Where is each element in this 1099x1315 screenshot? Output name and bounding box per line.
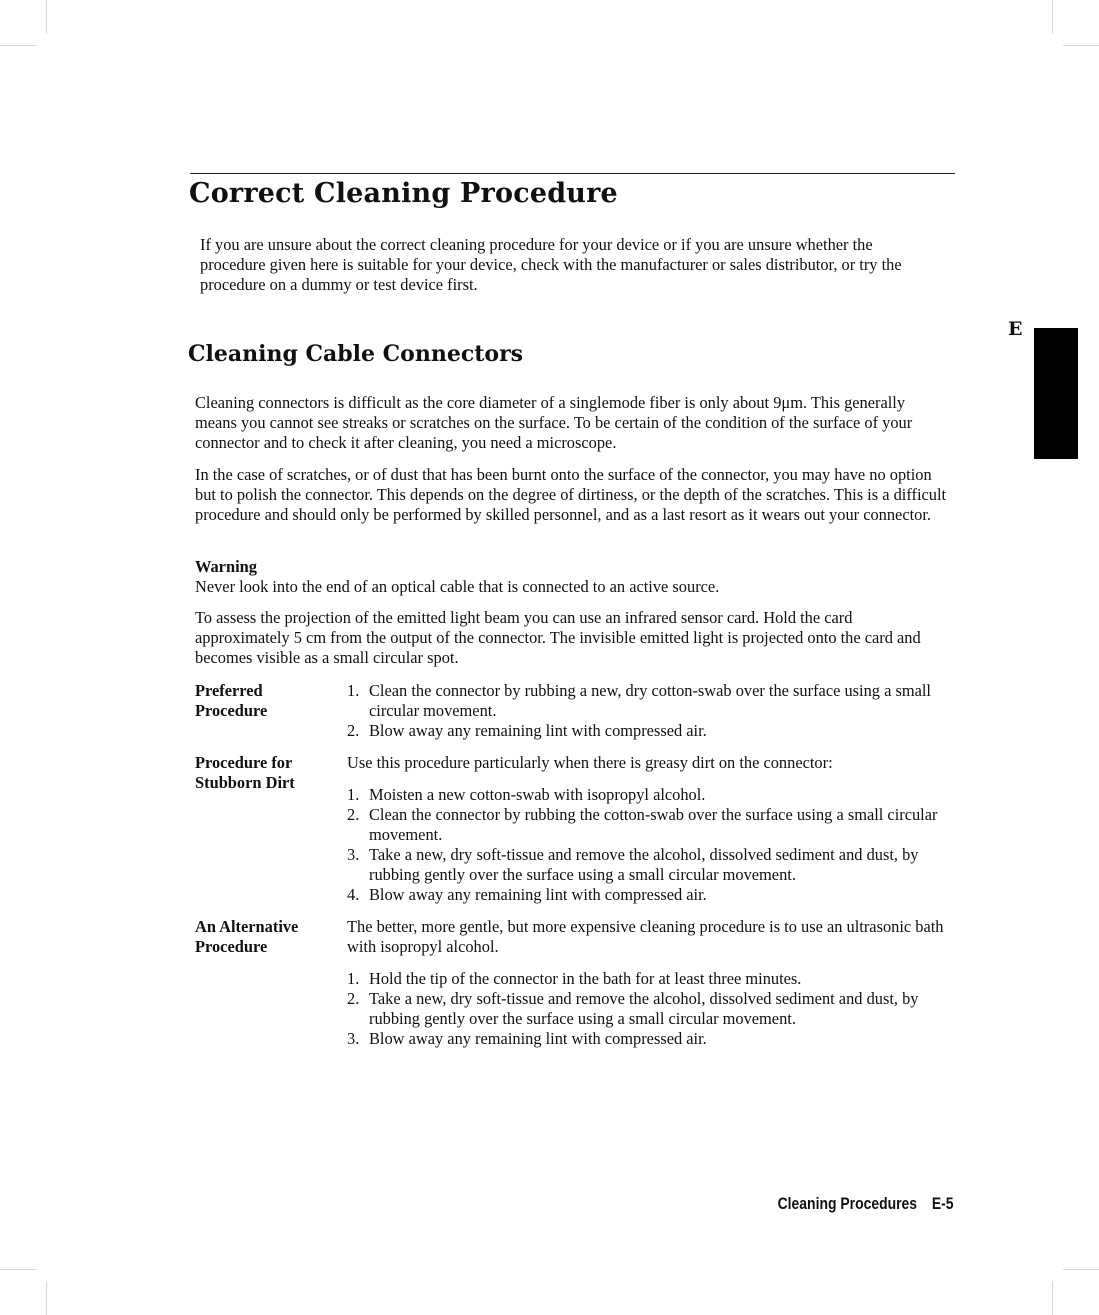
- step-text: Blow away any remaining lint with compressed air.: [369, 1029, 707, 1048]
- step-text: Hold the tip of the connector in the bath for at least three minutes.: [369, 969, 802, 988]
- list-item: [347, 785, 947, 805]
- list-item: [347, 969, 947, 989]
- crop-mark: [1063, 45, 1099, 46]
- intro-paragraph: If you are unsure about the correct cleaning procedure for your device or if you are unsure whether the procedure given here is suitable for your device, check with the manufacturer or sales distributor, or try the procedure on a dummy or test device first.: [200, 235, 902, 294]
- page-number: E-5: [932, 1194, 954, 1213]
- crop-mark: [0, 45, 36, 46]
- procedure-lead: Use this procedure particularly when there is greasy dirt on the connector:: [347, 753, 833, 772]
- paragraph: To assess the projection of the emitted light beam you can use an infrared sensor card. Hold the card approximately 5 cm from the output of the connector. The invisible emitted light is projected onto the card and becomes visible as a small circular spot.: [195, 608, 921, 667]
- procedure-label: Preferred Procedure: [195, 681, 268, 720]
- step-text: Take a new, dry soft-tissue and remove the alcohol, dissolved sediment and dust, by rubbing gently over the surface using a small circular movement.: [369, 845, 919, 884]
- crop-mark: [1052, 1281, 1053, 1315]
- procedure-lead: The better, more gentle, but more expensive cleaning procedure is to use an ultrasonic bath with isopropyl alcohol.: [347, 917, 944, 956]
- page-footer: [778, 1194, 954, 1214]
- step-number: 1.: [347, 681, 360, 700]
- crop-mark: [46, 1281, 47, 1315]
- step-number: 3.: [347, 845, 360, 864]
- step-number: 2.: [347, 805, 360, 824]
- warning-text: Never look into the end of an optical cable that is connected to an active source.: [195, 577, 720, 596]
- list-item: [347, 805, 947, 845]
- step-list: [347, 681, 947, 741]
- list-item: [347, 845, 947, 885]
- crop-mark: [1052, 0, 1053, 34]
- step-number: 3.: [347, 1029, 360, 1048]
- step-text: Blow away any remaining lint with compressed air.: [369, 721, 707, 740]
- step-number: 2.: [347, 721, 360, 740]
- crop-mark: [46, 0, 47, 34]
- heading-rule: [190, 173, 955, 174]
- list-item: [347, 721, 947, 741]
- footer-section-title: Cleaning Procedures: [778, 1194, 918, 1213]
- step-text: Take a new, dry soft-tissue and remove the alcohol, dissolved sediment and dust, by rubbing gently over the surface using a small circular movement.: [369, 989, 919, 1028]
- list-item: [347, 1029, 947, 1049]
- step-text: Blow away any remaining lint with compressed air.: [369, 885, 707, 904]
- crop-mark: [1063, 1269, 1099, 1270]
- crop-mark: [0, 1269, 36, 1270]
- list-item: [347, 681, 947, 721]
- section-thumb-tab: [1034, 328, 1078, 459]
- procedure-label: Procedure for Stubborn Dirt: [195, 753, 295, 792]
- procedure-body: [347, 753, 947, 905]
- warning-title: Warning: [195, 557, 257, 576]
- step-text: Clean the connector by rubbing a new, dry cotton-swab over the surface using a small circular movement.: [369, 681, 931, 720]
- step-number: 4.: [347, 885, 360, 904]
- procedure-body: [347, 681, 947, 741]
- step-list: [347, 785, 947, 905]
- step-text: Moisten a new cotton-swab with isopropyl alcohol.: [369, 785, 706, 804]
- step-number: 1.: [347, 785, 360, 804]
- list-item: [347, 885, 947, 905]
- step-text: Clean the connector by rubbing the cotton-swab over the surface using a small circular movement.: [369, 805, 938, 844]
- section-title: Cleaning Cable Connectors: [188, 341, 524, 367]
- paragraph: In the case of scratches, or of dust that has been burnt onto the surface of the connector, you may have no option but to polish the connector. This depends on the degree of dirtiness, or the depth of the scratches. This is a difficult procedure and should only be performed by skilled personnel, and as a last resort as it wears out your connector.: [195, 465, 947, 524]
- section-tab-letter: E: [1008, 318, 1023, 340]
- step-number: 1.: [347, 969, 360, 988]
- procedure-label: An Alternative Procedure: [195, 917, 299, 956]
- paragraph: Cleaning connectors is difficult as the core diameter of a singlemode fiber is only about 9μm. This generally means you cannot see streaks or scratches on the surface. To be certain of the condition of the surface of your connector and to check it after cleaning, you need a microscope.: [195, 393, 913, 452]
- step-list: [347, 969, 947, 1049]
- step-number: 2.: [347, 989, 360, 1008]
- page-title: Correct Cleaning Procedure: [189, 178, 618, 209]
- list-item: [347, 989, 947, 1029]
- procedure-body: [347, 917, 947, 1049]
